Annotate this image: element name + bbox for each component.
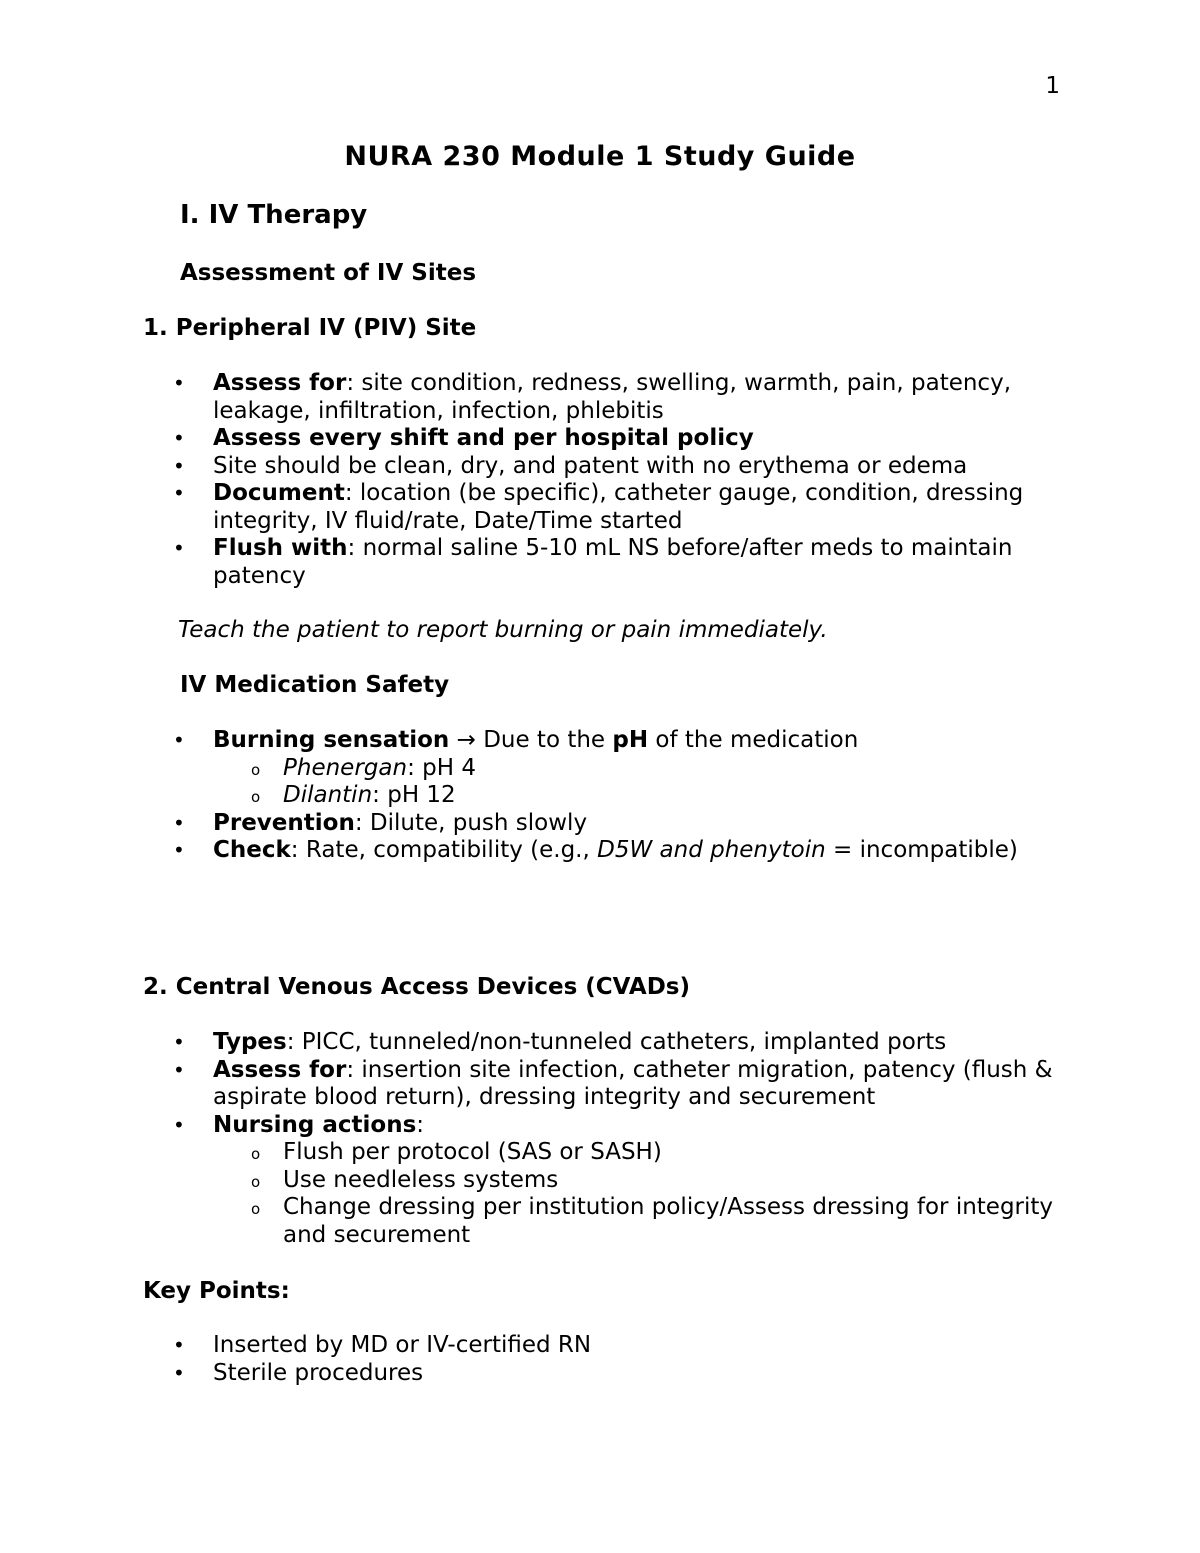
item-bold: Types bbox=[213, 1029, 287, 1055]
bullet-glyph: • bbox=[173, 1112, 185, 1137]
item-text: : bbox=[416, 1111, 425, 1138]
item-text: : Dilute, push slowly bbox=[354, 809, 588, 836]
list-item bbox=[170, 1332, 1070, 1360]
list-item bbox=[170, 480, 1070, 535]
page-number: 1 bbox=[1045, 73, 1060, 99]
item-text: : Rate, compatibility (e.g., bbox=[290, 837, 598, 863]
list-item bbox=[170, 535, 1070, 590]
sub-bullet-glyph: o bbox=[251, 1200, 261, 1218]
list-item bbox=[170, 425, 1070, 453]
key-points-list bbox=[170, 1332, 1070, 1387]
arrow-glyph: → bbox=[449, 727, 484, 753]
item-text: Due to the bbox=[483, 727, 613, 753]
item-text: Use needleless systems bbox=[283, 1166, 559, 1193]
cvad-list bbox=[170, 1029, 1070, 1249]
sub-list-item bbox=[213, 755, 1070, 783]
bullet-glyph: • bbox=[173, 1333, 185, 1357]
document-title: NURA 230 Module 1 Study Guide bbox=[344, 141, 856, 172]
item-text: : pH 4 bbox=[407, 754, 476, 781]
item-text: Inserted by MD or IV-certified RN bbox=[213, 1332, 592, 1358]
item-text: : insertion site infection, catheter migration, patency (flush & aspirate blood return), dressing integrity and securement bbox=[213, 1056, 1053, 1110]
teach-note-text: Teach the patient to report burning or pain immediately. bbox=[178, 617, 828, 643]
bullet-glyph: • bbox=[173, 536, 185, 560]
sub-list-item bbox=[213, 1139, 1070, 1167]
item-bold: Flush with bbox=[213, 535, 348, 561]
bullet-glyph: • bbox=[173, 453, 185, 478]
sub-bullet-glyph: o bbox=[251, 1145, 261, 1163]
bullet-glyph: • bbox=[173, 371, 185, 395]
med-safety-list bbox=[170, 727, 1070, 865]
key-points-heading: Key Points: bbox=[143, 1278, 290, 1304]
sub-list bbox=[213, 1139, 1070, 1249]
item-text: : site condition, redness, swelling, warmth, pain, patency, leakage, infiltration, infection, phlebitis bbox=[213, 370, 1012, 424]
teach-note bbox=[178, 617, 828, 643]
item-bold: Assess for bbox=[213, 1056, 347, 1083]
item-bold: Nursing actions bbox=[213, 1111, 417, 1138]
sub-list-item bbox=[213, 1194, 1070, 1249]
bullet-glyph: • bbox=[173, 1057, 185, 1082]
sub-bullet-glyph: o bbox=[251, 1172, 261, 1191]
assessment-heading: Assessment of IV Sites bbox=[180, 260, 477, 286]
list-item bbox=[170, 1112, 1070, 1250]
item-text: Sterile procedures bbox=[213, 1359, 424, 1386]
bullet-glyph: • bbox=[173, 426, 185, 450]
item-text: = incompatible) bbox=[825, 837, 1018, 863]
med-safety-heading: IV Medication Safety bbox=[180, 672, 450, 698]
list-item bbox=[170, 727, 1070, 810]
bullet-glyph: • bbox=[173, 810, 185, 835]
piv-heading: 1. Peripheral IV (PIV) Site bbox=[143, 315, 477, 341]
list-item bbox=[170, 1029, 1070, 1057]
item-text: : PICC, tunneled/non-tunneled catheters, implanted ports bbox=[286, 1029, 947, 1055]
cvad-heading: 2. Central Venous Access Devices (CVADs) bbox=[143, 974, 691, 1000]
item-italic: D5W and phenytoin bbox=[597, 837, 826, 863]
item-text: : location (be specific), catheter gauge, condition, dressing integrity, IV fluid/rate, Date/Time started bbox=[213, 480, 1024, 534]
sub-bullet-glyph: o bbox=[251, 760, 261, 779]
item-bold: Assess for bbox=[213, 370, 347, 396]
item-italic: Dilantin bbox=[283, 782, 373, 808]
sub-list-item bbox=[213, 782, 1070, 810]
item-text: Flush per protocol (SAS or SASH) bbox=[283, 1139, 662, 1165]
list-item bbox=[170, 810, 1070, 838]
bullet-glyph: • bbox=[173, 838, 185, 862]
item-bold: Assess every shift and per hospital policy bbox=[213, 425, 754, 451]
list-item bbox=[170, 1360, 1070, 1388]
bullet-glyph: • bbox=[173, 728, 185, 752]
sub-list bbox=[213, 755, 1070, 810]
bullet-glyph: • bbox=[173, 1360, 185, 1385]
item-italic: Phenergan bbox=[283, 754, 408, 781]
piv-list bbox=[170, 370, 1070, 590]
item-text: : pH 12 bbox=[372, 782, 456, 808]
bullet-glyph: • bbox=[173, 1030, 185, 1054]
item-bold: Check bbox=[213, 837, 291, 863]
list-item bbox=[170, 837, 1070, 865]
item-text: Site should be clean, dry, and patent with no erythema or edema bbox=[213, 452, 968, 479]
sub-bullet-glyph: o bbox=[251, 788, 261, 806]
item-text: of the medication bbox=[648, 727, 859, 753]
item-bold: Document bbox=[213, 480, 345, 506]
item-bold: Prevention bbox=[213, 809, 355, 836]
item-text: Change dressing per institution policy/Assess dressing for integrity and securement bbox=[283, 1194, 1054, 1248]
list-item bbox=[170, 370, 1070, 425]
item-bold: Burning sensation bbox=[213, 727, 450, 753]
list-item bbox=[170, 1057, 1070, 1112]
sub-list-item bbox=[213, 1167, 1070, 1195]
item-bold-ph: pH bbox=[612, 727, 649, 753]
item-text: : normal saline 5-10 mL NS before/after meds to maintain patency bbox=[213, 535, 1013, 589]
section-heading-iv-therapy: I. IV Therapy bbox=[180, 200, 368, 230]
list-item bbox=[170, 453, 1070, 481]
bullet-glyph: • bbox=[173, 481, 185, 505]
